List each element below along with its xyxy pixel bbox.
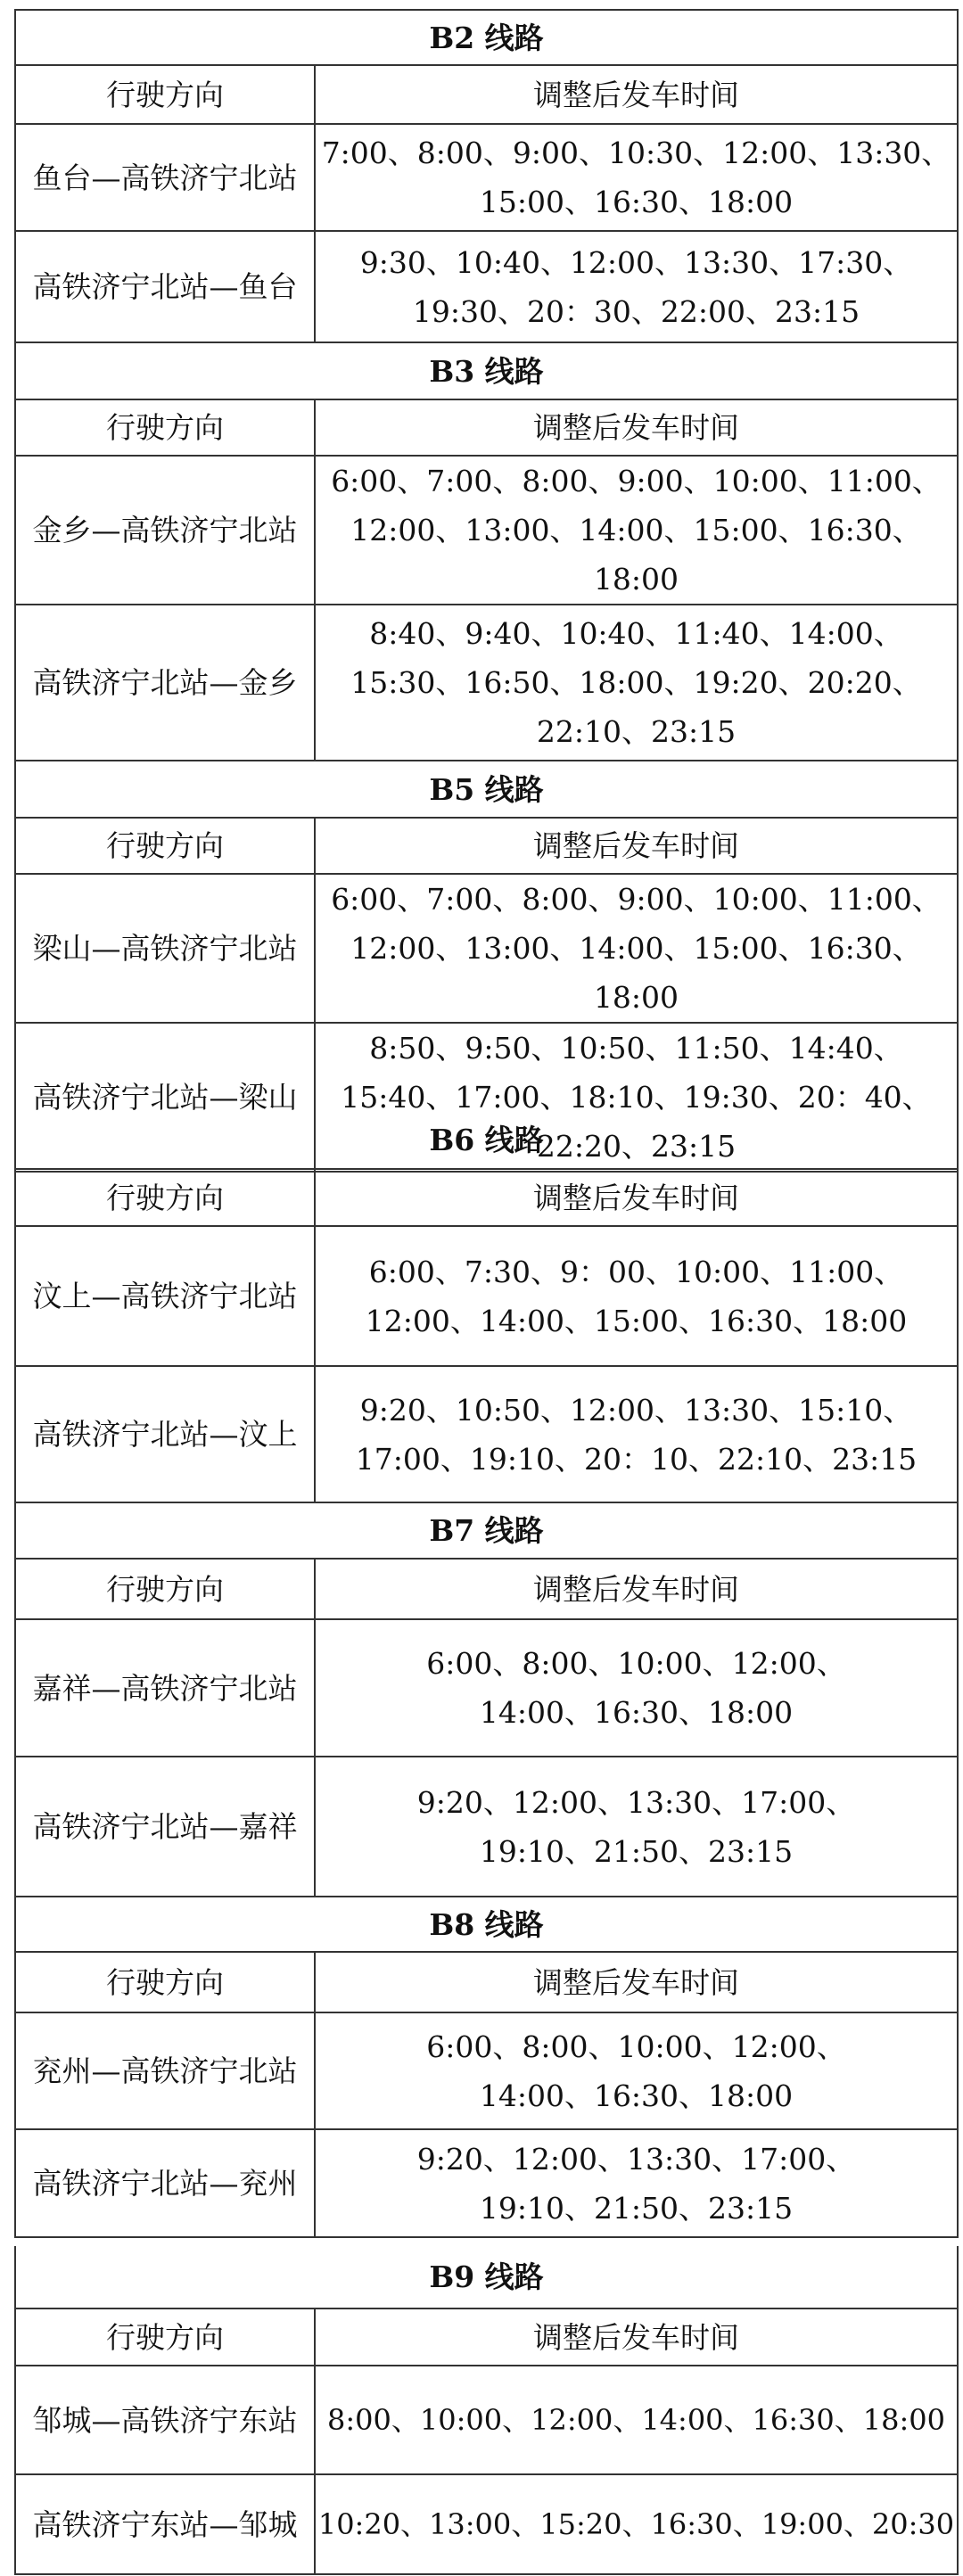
times-header: 调整后发车时间: [315, 1952, 958, 2012]
route-title: B9 线路: [15, 2246, 958, 2309]
times-cell: 9:30、10:40、12:00、13:30、17:30、19:30、20：30、22:00、23:15: [315, 231, 958, 342]
times-cell: 10:20、13:00、15:20、16:30、19:00、20:30: [315, 2474, 958, 2574]
direction-cell: 高铁济宁北站—汶上: [15, 1366, 315, 1502]
table-row: [15, 874, 958, 1023]
route-title: B2 线路: [15, 10, 958, 65]
direction-cell: 高铁济宁北站—兖州: [15, 2129, 315, 2237]
route-title: B7 线路: [15, 1502, 958, 1559]
direction-cell: 鱼台—高铁济宁北站: [15, 124, 315, 231]
direction-header: 行驶方向: [15, 1952, 315, 2012]
table-row: [15, 1619, 958, 1757]
times-cell: 8:50、9:50、10:50、11:50、14:40、15:40、17:00、18:10、19:30、20：40、22:20、23:15: [315, 1023, 958, 1172]
table-row: [15, 231, 958, 342]
schedule-table-2: [14, 1112, 959, 2238]
times-header: 调整后发车时间: [315, 2309, 958, 2366]
times-cell: 9:20、12:00、13:30、17:00、19:10、21:50、23:15: [315, 1757, 958, 1897]
direction-cell: 高铁济宁北站—金乡: [15, 605, 315, 761]
table-row: [15, 124, 958, 231]
direction-cell: 高铁济宁北站—嘉祥: [15, 1757, 315, 1897]
times-header: 调整后发车时间: [315, 399, 958, 456]
direction-cell: 高铁济宁东站—邹城: [15, 2474, 315, 2574]
route-title: B3 线路: [15, 342, 958, 399]
direction-cell: 嘉祥—高铁济宁北站: [15, 1619, 315, 1757]
table-row: [15, 2366, 958, 2474]
direction-header: 行驶方向: [15, 818, 315, 874]
times-cell: 6:00、8:00、10:00、12:00、14:00、16:30、18:00: [315, 1619, 958, 1757]
times-cell: 6:00、7:00、8:00、9:00、10:00、11:00、12:00、13:00、14:00、15:00、16:30、18:00: [315, 456, 958, 605]
times-header: 调整后发车时间: [315, 818, 958, 874]
times-cell: 7:00、8:00、9:00、10:30、12:00、13:30、15:00、16:30、18:00: [315, 124, 958, 231]
times-cell: 6:00、7:00、8:00、9:00、10:00、11:00、12:00、13:00、14:00、15:00、16:30、18:00: [315, 874, 958, 1023]
times-header: 调整后发车时间: [315, 1559, 958, 1619]
direction-cell: 邹城—高铁济宁东站: [15, 2366, 315, 2474]
times-cell: 6:00、7:30、9：00、10:00、11:00、12:00、14:00、15:00、16:30、18:00: [315, 1226, 958, 1366]
direction-cell: 高铁济宁北站—鱼台: [15, 231, 315, 342]
table-row: [15, 2012, 958, 2129]
times-header: 调整后发车时间: [315, 65, 958, 124]
route-title: B6 线路: [15, 1112, 958, 1169]
route-title: B8 线路: [15, 1897, 958, 1952]
direction-header: 行驶方向: [15, 1559, 315, 1619]
direction-cell: 高铁济宁北站—梁山: [15, 1023, 315, 1172]
route-title: B5 线路: [15, 761, 958, 818]
table-row: [15, 456, 958, 605]
table-row: [15, 2129, 958, 2237]
direction-cell: 兖州—高铁济宁北站: [15, 2012, 315, 2129]
times-cell: 8:00、10:00、12:00、14:00、16:30、18:00: [315, 2366, 958, 2474]
direction-cell: 汶上—高铁济宁北站: [15, 1226, 315, 1366]
times-cell: 9:20、10:50、12:00、13:30、15:10、17:00、19:10、20：10、22:10、23:15: [315, 1366, 958, 1502]
table-row: [15, 1757, 958, 1897]
direction-header: 行驶方向: [15, 65, 315, 124]
table-row: [15, 2474, 958, 2574]
table-row: [15, 605, 958, 761]
times-header: 调整后发车时间: [315, 1169, 958, 1226]
direction-header: 行驶方向: [15, 1169, 315, 1226]
table-row: [15, 1226, 958, 1366]
times-cell: 6:00、8:00、10:00、12:00、14:00、16:30、18:00: [315, 2012, 958, 2129]
schedule-table-1: [14, 9, 959, 1173]
direction-cell: 金乡—高铁济宁北站: [15, 456, 315, 605]
times-cell: 9:20、12:00、13:30、17:00、19:10、21:50、23:15: [315, 2129, 958, 2237]
times-cell: 8:40、9:40、10:40、11:40、14:00、15:30、16:50、18:00、19:20、20:20、22:10、23:15: [315, 605, 958, 761]
direction-header: 行驶方向: [15, 2309, 315, 2366]
schedule-table-3: [14, 2246, 959, 2575]
direction-header: 行驶方向: [15, 399, 315, 456]
direction-cell: 梁山—高铁济宁北站: [15, 874, 315, 1023]
table-row: [15, 1366, 958, 1502]
